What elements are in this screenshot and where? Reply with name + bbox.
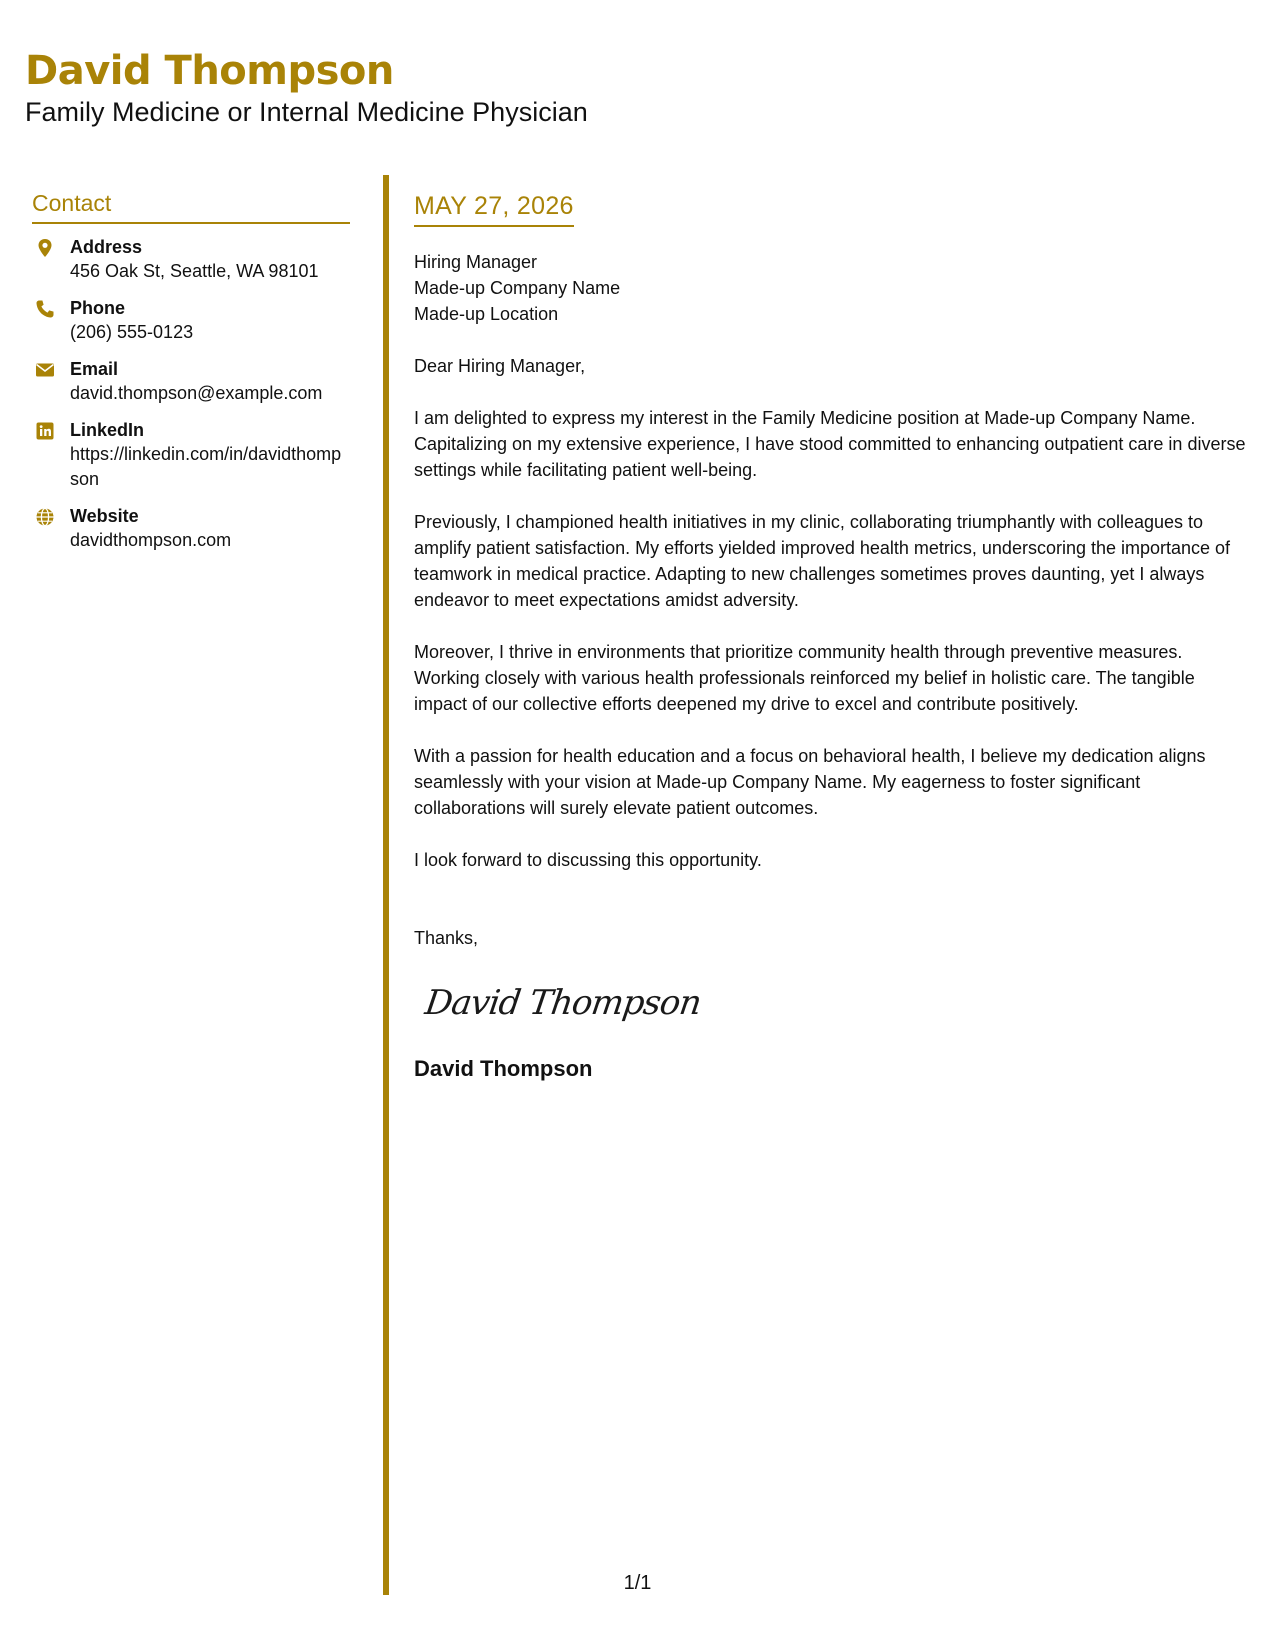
envelope-icon xyxy=(35,360,55,380)
letter-paragraph: Moreover, I thrive in environments that prioritize community health through preventive measures. Working closely with various health professionals reinforced my belief in holistic care. The tangible impact of our collective efforts deepened my drive to excel and contribute positively. xyxy=(414,642,1195,714)
recipient-line: Made-up Company Name xyxy=(414,278,621,298)
globe-icon xyxy=(35,507,55,527)
letter-paragraph: I am delighted to express my interest in the Family Medicine position at Made-up Company Name. Capitalizing on my extensive experience, I have stood committed to enhancing outpatient care in diverse settings while facilitating patient well-being. xyxy=(414,408,1246,480)
letter-paragraph: Previously, I championed health initiatives in my clinic, collaborating triumphantly with colleagues to amplify patient satisfaction. My efforts yielded improved health metrics, underscoring the importance of teamwork in medical practice. Adapting to new challenges sometimes proves daunting, yet I always endeavor to meet expectations amidst adversity. xyxy=(414,512,1231,610)
recipient-line: Made-up Location xyxy=(414,304,559,324)
contact-label: LinkedIn xyxy=(70,420,145,440)
contact-label: Email xyxy=(70,359,119,379)
email-value[interactable]: david.thompson@example.com xyxy=(70,383,323,403)
linkedin-value[interactable]: https://linkedin.com/in/davidthompson xyxy=(70,444,342,489)
column-divider xyxy=(383,175,389,1595)
contact-label: Website xyxy=(70,506,139,526)
letter-date: MAY 27, 2026 xyxy=(414,190,574,227)
letter-paragraph: I look forward to discussing this opportunity. xyxy=(414,850,762,870)
page-number: 1/1 xyxy=(623,1572,652,1594)
contact-sidebar xyxy=(32,188,350,565)
address-value: 456 Oak St, Seattle, WA 98101 xyxy=(70,261,319,281)
letter-body xyxy=(414,190,1249,1083)
closing: Thanks, xyxy=(414,928,479,948)
contact-item-website xyxy=(32,504,350,553)
recipient-line: Hiring Manager xyxy=(414,252,538,272)
handwritten-signature: David Thompson xyxy=(422,983,704,1023)
job-title: Family Medicine or Internal Medicine Physician xyxy=(25,97,588,127)
recipient-block xyxy=(414,249,1249,327)
contact-item-phone xyxy=(32,296,350,345)
contact-item-address xyxy=(32,235,350,284)
letter-paragraph: With a passion for health education and a focus on behavioral health, I believe my dedication aligns seamlessly with your vision at Made-up Company Name. My eagerness to foster significant collaborations will surely elevate patient outcomes. xyxy=(414,746,1206,818)
website-value[interactable]: davidthompson.com xyxy=(70,530,232,550)
linkedin-icon xyxy=(35,421,55,441)
contact-label: Address xyxy=(70,237,143,257)
contact-item-email xyxy=(32,357,350,406)
phone-icon xyxy=(35,299,55,319)
salutation: Dear Hiring Manager, xyxy=(414,356,586,376)
signer-name: David Thompson xyxy=(414,1056,593,1081)
phone-value: (206) 555-0123 xyxy=(70,322,194,342)
contact-item-linkedin xyxy=(32,418,350,492)
location-pin-icon xyxy=(35,238,55,258)
contact-heading: Contact xyxy=(32,188,350,224)
header xyxy=(25,44,588,128)
applicant-name: David Thompson xyxy=(25,48,394,94)
contact-label: Phone xyxy=(70,298,126,318)
